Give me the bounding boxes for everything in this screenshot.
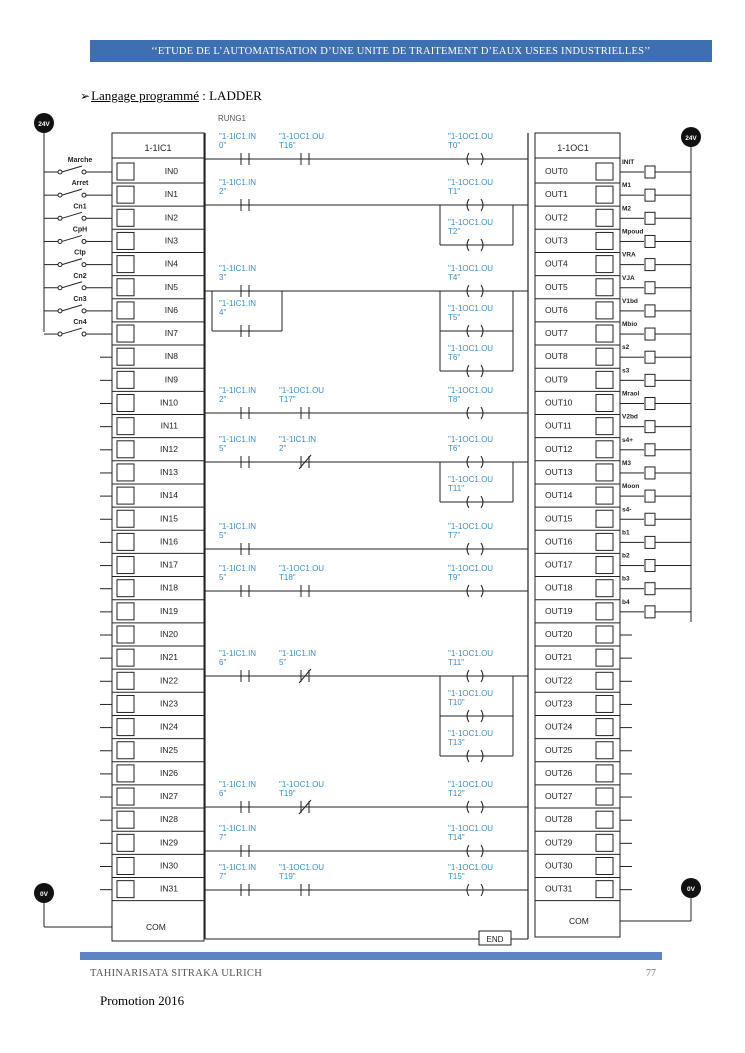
contact-label: T16" [279,141,296,150]
input-channel-label: IN24 [160,721,178,732]
coil-label: T11" [448,658,465,667]
coil-label: "1-1OC1.OU [448,475,494,484]
output-channel-label: OUT12 [545,443,573,454]
input-device-label: Marche [67,157,93,164]
footer-promotion: Promotion 2016 [100,993,185,1008]
output-device-label: V1bd [622,297,638,305]
coil-label: T15" [448,872,465,881]
output-terminal-box [596,834,613,851]
input-channel-label: IN13 [160,466,178,477]
coil-label: T11" [448,484,465,493]
actuator-symbol [645,444,655,456]
output-channel-label: OUT31 [545,883,573,894]
contact-label: "1-1OC1.OU [279,780,325,789]
coil-label: T7" [448,531,461,540]
output-terminal-box [596,441,613,458]
contact-label: "1-1IC1.IN [219,435,257,444]
input-channel-label: IN11 [160,420,178,431]
input-channel-label: IN19 [160,605,178,616]
input-terminal-box [117,302,134,319]
coil-label: "1-1OC1.OU [448,780,494,789]
output-device-label: Mraol [622,390,640,398]
actuator-symbol [645,583,655,595]
contact-label: "1-1IC1.IN [219,386,257,395]
switch-contact [58,170,62,174]
language-value: : LADDER [199,88,262,103]
input-terminal-box [117,626,134,643]
switch-contact [82,263,86,267]
coil-label: T14" [448,833,465,842]
input-channel-label: IN30 [160,860,178,871]
coil-label: "1-1OC1.OU [448,689,494,698]
input-channel-label: IN1 [164,189,178,200]
contact-label: "1-1IC1.IN [279,435,317,444]
input-module-common: COM [146,922,166,932]
input-terminal-box [117,695,134,712]
switch-blade [62,189,82,195]
output-terminal-box [596,603,613,620]
switch-contact [82,193,86,197]
input-channel-label: IN14 [160,490,178,501]
input-channel-label: IN22 [160,675,178,686]
output-device-label: s4- [622,506,632,514]
input-channel-label: IN10 [160,397,178,408]
contact-label: 6" [219,658,227,667]
switch-contact [58,286,62,290]
output-channel-label: OUT22 [545,675,573,686]
output-device-label: b2 [622,552,630,560]
coil-label: "1-1OC1.OU [448,863,494,872]
supply-24v-label: 24V [38,121,50,128]
output-terminal-box [596,765,613,782]
input-channel-label: IN4 [164,258,178,269]
input-channel-label: IN17 [160,559,178,570]
output-channel-label: OUT16 [545,536,573,547]
input-channel-label: IN15 [160,513,178,524]
coil-label: T6" [448,444,461,453]
output-terminal-box [596,302,613,319]
contact-label: T17" [279,395,296,404]
coil-label: T0" [448,141,461,150]
switch-contact [58,193,62,197]
output-terminal-box [596,325,613,342]
output-device-label: Mpoud [622,228,644,236]
switch-blade [62,328,82,334]
switch-contact [82,239,86,243]
output-terminal-box [596,557,613,574]
output-terminal-box [596,533,613,550]
switch-contact [58,332,62,336]
output-terminal-box [596,256,613,273]
coil-label: T4" [448,273,461,282]
contact-label: "1-1IC1.IN [219,564,257,573]
output-device-label: VJA [622,274,635,282]
output-device-label: Mbio [622,321,638,329]
input-channel-label: IN3 [164,235,178,246]
supply-0v-right-label: 0V [687,886,695,893]
contact-label: "1-1IC1.IN [219,649,257,658]
coil-label: "1-1OC1.OU [448,729,494,738]
contact-label: "1-1OC1.OU [279,132,325,141]
output-terminal-box [596,580,613,597]
input-device-label: Cn2 [73,272,87,280]
footer-author: TAHINARISATA SITRAKA ULRICH [90,968,263,979]
input-channel-label: IN0 [164,166,178,176]
coil-label: T10" [448,698,465,707]
actuator-symbol [645,259,655,271]
actuator-symbol [645,536,655,548]
coil-label: T12" [448,789,465,798]
actuator-symbol [645,212,655,224]
output-terminal-box [596,626,613,643]
contact-label: "1-1IC1.IN [219,132,257,141]
output-channel-label: OUT1 [545,189,568,200]
contact-label: T19" [279,789,296,798]
contact-label: 5" [279,658,287,667]
output-terminal-box [596,487,613,504]
coil-label: T1" [448,187,461,196]
contact-label: 7" [219,833,227,842]
input-device-label: Arret [71,180,89,188]
coil-label: T13" [448,738,465,747]
input-terminal-box [117,441,134,458]
arrow-bullet-icon: ➢ [80,89,91,103]
output-terminal-box [596,464,613,481]
parallel-contact-label: "1-1IC1.IN [219,299,257,308]
input-terminal-box [117,858,134,875]
input-channel-label: IN18 [160,582,178,593]
output-channel-label: OUT10 [545,397,573,408]
output-channel-label: OUT23 [545,698,573,709]
input-terminal-box [117,765,134,782]
output-channel-label: OUT25 [545,744,573,755]
switch-contact [82,332,86,336]
contact-label: "1-1IC1.IN [279,649,317,658]
output-channel-label: OUT24 [545,721,573,732]
input-channel-label: IN29 [160,837,178,848]
contact-label: 5" [219,444,227,453]
input-terminal-box [117,487,134,504]
contact-label: "1-1IC1.IN [219,178,257,187]
input-terminal-box [117,811,134,828]
output-terminal-box [596,811,613,828]
actuator-symbol [645,467,655,479]
output-terminal-box [596,510,613,527]
input-terminal-box [117,325,134,342]
actuator-symbol [645,282,655,294]
input-terminal-box [117,742,134,759]
input-terminal-box [117,580,134,597]
output-device-label: b1 [622,529,630,537]
contact-label: "1-1OC1.OU [279,386,325,395]
input-terminal-box [117,603,134,620]
coil-label: "1-1OC1.OU [448,435,494,444]
input-terminal-box [117,279,134,296]
input-channel-label: IN6 [164,304,178,315]
input-channel-label: IN7 [164,328,178,339]
input-terminal-box [117,533,134,550]
switch-contact [82,286,86,290]
output-terminal-box [596,163,613,180]
switch-blade [62,235,82,241]
actuator-symbol [645,560,655,572]
input-channel-label: IN23 [160,698,178,709]
output-device-label: V2bd [622,413,638,421]
input-terminal-box [117,256,134,273]
output-channel-label: OUT29 [545,837,573,848]
contact-label: "1-1IC1.IN [219,824,257,833]
output-channel-label: OUT14 [545,490,573,501]
input-terminal-box [117,788,134,805]
output-terminal-box [596,348,613,365]
output-terminal-box [596,672,613,689]
input-channel-label: IN25 [160,744,178,755]
output-channel-label: OUT0 [545,166,568,176]
switch-contact [58,239,62,243]
contact-label: 7" [219,872,227,881]
input-terminal-box [117,348,134,365]
coil-label: "1-1OC1.OU [448,178,494,187]
output-module-title: 1-1OC1 [557,143,589,153]
output-channel-label: OUT15 [545,513,573,524]
switch-contact [58,263,62,267]
actuator-symbol [645,606,655,618]
output-terminal-box [596,788,613,805]
switch-contact [58,216,62,220]
switch-blade [62,259,82,265]
output-terminal-box [596,371,613,388]
input-terminal-box [117,881,134,898]
switch-blade [62,212,82,218]
output-device-label: s2 [622,344,630,352]
input-terminal-box [117,672,134,689]
input-terminal-box [117,232,134,249]
output-terminal-box [596,695,613,712]
document-header-banner: ‘‘ETUDE DE L’AUTOMATISATION D’UNE UNITE DE TRAITEMENT D’EAUX USEES INDUSTRIELLES’’ [90,40,712,62]
rung-label: RUNG1 [218,114,247,123]
input-channel-label: IN9 [164,374,178,385]
actuator-symbol [645,166,655,178]
contact-label: "1-1IC1.IN [219,264,257,273]
output-device-label: Moon [622,483,640,491]
contact-label: "1-1IC1.IN [219,780,257,789]
output-device-label: s4+ [622,436,634,444]
input-terminal-box [117,649,134,666]
input-module-title: 1-1IC1 [144,143,172,153]
parallel-contact-label: 4" [219,308,227,317]
supply-0v-label: 0V [40,891,48,898]
output-terminal-box [596,418,613,435]
input-channel-label: IN16 [160,536,178,547]
output-device-label: b3 [622,575,630,583]
actuator-symbol [645,490,655,502]
input-channel-label: IN5 [164,281,178,292]
input-terminal-box [117,557,134,574]
actuator-symbol [645,328,655,340]
output-channel-label: OUT2 [545,212,568,223]
contact-label: "1-1IC1.IN [219,863,257,872]
actuator-symbol [645,351,655,363]
output-terminal-box [596,858,613,875]
actuator-symbol [645,235,655,247]
contact-label: T19" [279,872,296,881]
actuator-symbol [645,398,655,410]
output-terminal-box [596,186,613,203]
output-channel-label: OUT3 [545,235,568,246]
output-terminal-box [596,395,613,412]
contact-label: "1-1IC1.IN [219,522,257,531]
output-terminal-box [596,719,613,736]
switch-contact [82,170,86,174]
output-device-label: INIT [622,159,635,166]
input-device-label: Cn4 [73,319,87,327]
output-channel-label: OUT7 [545,328,568,339]
coil-label: "1-1OC1.OU [448,649,494,658]
output-channel-label: OUT8 [545,351,568,362]
contact-label: 6" [219,789,227,798]
input-terminal-box [117,186,134,203]
output-channel-label: OUT27 [545,791,573,802]
actuator-symbol [645,421,655,433]
output-channel-label: OUT30 [545,860,573,871]
output-channel-label: OUT11 [545,420,572,431]
output-device-label: b4 [622,598,630,606]
input-channel-label: IN8 [164,351,178,362]
contact-label: 0" [219,141,227,150]
input-channel-label: IN2 [164,212,178,223]
input-terminal-box [117,510,134,527]
output-channel-label: OUT5 [545,281,568,292]
contact-label: "1-1OC1.OU [279,564,325,573]
input-channel-label: IN21 [160,652,178,663]
output-channel-label: OUT6 [545,304,568,315]
coil-label: "1-1OC1.OU [448,344,494,353]
output-device-label: M2 [622,205,632,213]
coil-label: T2" [448,227,461,236]
switch-contact [82,216,86,220]
switch-contact [82,309,86,313]
input-terminal-box [117,209,134,226]
output-device-label: s3 [622,367,630,375]
contact-label: 2" [279,444,287,453]
output-terminal-box [596,742,613,759]
output-terminal-box [596,279,613,296]
output-terminal-box [596,881,613,898]
output-channel-label: OUT19 [545,605,573,616]
coil-label: T5" [448,313,461,322]
output-module-common: COM [569,916,589,926]
coil-label: "1-1OC1.OU [448,132,494,141]
input-channel-label: IN27 [160,791,178,802]
output-channel-label: OUT17 [545,559,573,570]
coil-label: T8" [448,395,461,404]
actuator-symbol [645,374,655,386]
switch-blade [62,166,82,172]
actuator-symbol [645,513,655,525]
coil-label: "1-1OC1.OU [448,824,494,833]
end-label: END [486,935,504,944]
page-number: 77 [646,968,656,979]
input-terminal-box [117,834,134,851]
input-device-label: Cn3 [73,295,87,303]
output-channel-label: OUT13 [545,466,573,477]
input-terminal-box [117,418,134,435]
output-device-label: VRA [622,251,636,259]
supply-24v-right-label: 24V [685,135,697,142]
coil-label: T6" [448,353,461,362]
actuator-symbol [645,305,655,317]
output-channel-label: OUT28 [545,814,573,825]
output-terminal-box [596,232,613,249]
output-channel-label: OUT4 [545,258,568,269]
switch-contact [58,309,62,313]
input-device-label: Ctp [74,249,86,257]
contact-label: 2" [219,395,227,404]
contact-label: 3" [219,273,227,282]
input-device-label: Cn1 [73,203,87,211]
input-terminal-box [117,163,134,180]
contact-label: "1-1OC1.OU [279,863,325,872]
input-device-label: CpH [72,226,88,234]
coil-label: "1-1OC1.OU [448,564,494,573]
input-channel-label: IN12 [160,443,178,454]
input-terminal-box [117,395,134,412]
coil-label: "1-1OC1.OU [448,304,494,313]
switch-blade [62,282,82,288]
input-channel-label: IN28 [160,814,178,825]
switch-blade [62,305,82,311]
input-terminal-box [117,719,134,736]
output-channel-label: OUT18 [545,582,573,593]
contact-label: 5" [219,573,227,582]
output-device-label: M1 [622,182,632,190]
coil-label: "1-1OC1.OU [448,264,494,273]
coil-label: T9" [448,573,461,582]
coil-label: "1-1OC1.OU [448,218,494,227]
output-terminal-box [596,649,613,666]
input-terminal-box [117,464,134,481]
coil-label: "1-1OC1.OU [448,522,494,531]
output-device-label: M3 [622,459,632,467]
output-channel-label: OUT9 [545,374,568,385]
actuator-symbol [645,189,655,201]
output-channel-label: OUT26 [545,767,573,778]
contact-label: 2" [219,187,227,196]
language-label: Langage programmé [91,88,199,103]
contact-label: T18" [279,573,296,582]
contact-label: 5" [219,531,227,540]
output-channel-label: OUT21 [545,652,573,663]
input-channel-label: IN26 [160,767,178,778]
output-channel-label: OUT20 [545,629,573,639]
input-channel-label: IN20 [160,629,178,639]
footer-bar [80,952,662,960]
coil-label: "1-1OC1.OU [448,386,494,395]
input-channel-label: IN31 [160,883,178,894]
input-terminal-box [117,371,134,388]
output-terminal-box [596,209,613,226]
